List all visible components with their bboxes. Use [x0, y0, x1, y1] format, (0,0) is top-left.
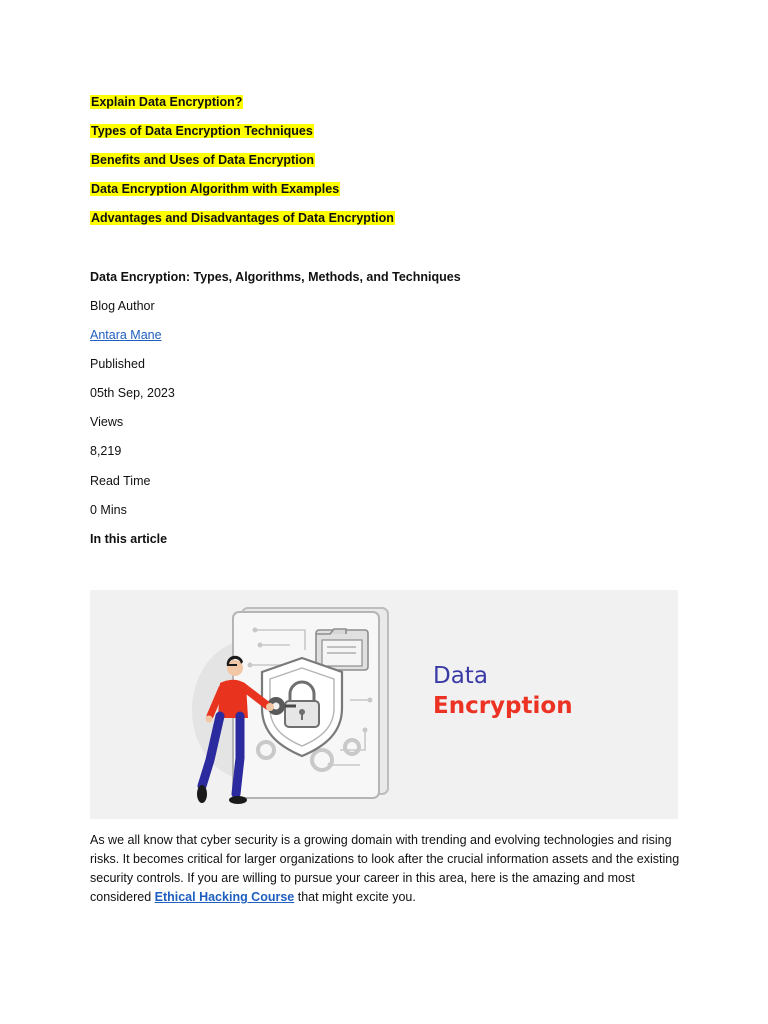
data-encryption-illustration [90, 590, 678, 819]
views-label: Views [90, 415, 124, 429]
hero-title-encryption: Encryption [433, 693, 573, 719]
folder-icon [316, 629, 368, 670]
author-link[interactable]: Antara Mane [90, 328, 162, 342]
hero-title-data: Data [433, 663, 488, 689]
read-time-label: Read Time [90, 474, 151, 488]
ethical-hacking-course-link[interactable]: Ethical Hacking Course [154, 890, 295, 904]
published-date: 05th Sep, 2023 [90, 386, 175, 400]
toc-item-label[interactable]: Explain Data Encryption? [91, 95, 243, 109]
toc-item-types[interactable] [90, 122, 314, 140]
views-count: 8,219 [90, 444, 122, 458]
toc-item-label[interactable]: Benefits and Uses of Data Encryption [91, 153, 314, 167]
intro-paragraph [90, 831, 690, 907]
toc-item-advantages[interactable] [90, 209, 395, 227]
toc-item-algorithm[interactable] [90, 180, 340, 198]
author-label: Blog Author [90, 299, 155, 313]
toc-item-label[interactable]: Data Encryption Algorithm with Examples [91, 182, 340, 196]
article-title: Data Encryption: Types, Algorithms, Methods, and Techniques [90, 270, 461, 284]
toc-item-label[interactable]: Advantages and Disadvantages of Data Encryption [91, 211, 394, 225]
published-label: Published [90, 357, 145, 371]
intro-text-end: that might excite you. [294, 890, 416, 904]
hero-illustration [90, 590, 678, 819]
read-time-value: 0 Mins [90, 503, 127, 517]
in-this-article-heading: In this article [90, 532, 168, 546]
toc-item-benefits[interactable] [90, 151, 315, 169]
intro-text: As we all know that cyber security is a growing domain with trending and evolving technologies and rising risks. It becomes critical for larger organizations to look after the crucial information assets and the existing security controls. If you are willing to pursue your career in this area, here is the amazing and most considered [90, 833, 680, 904]
toc-item-explain[interactable] [90, 93, 243, 111]
toc-item-label[interactable]: Types of Data Encryption Techniques [91, 124, 313, 138]
